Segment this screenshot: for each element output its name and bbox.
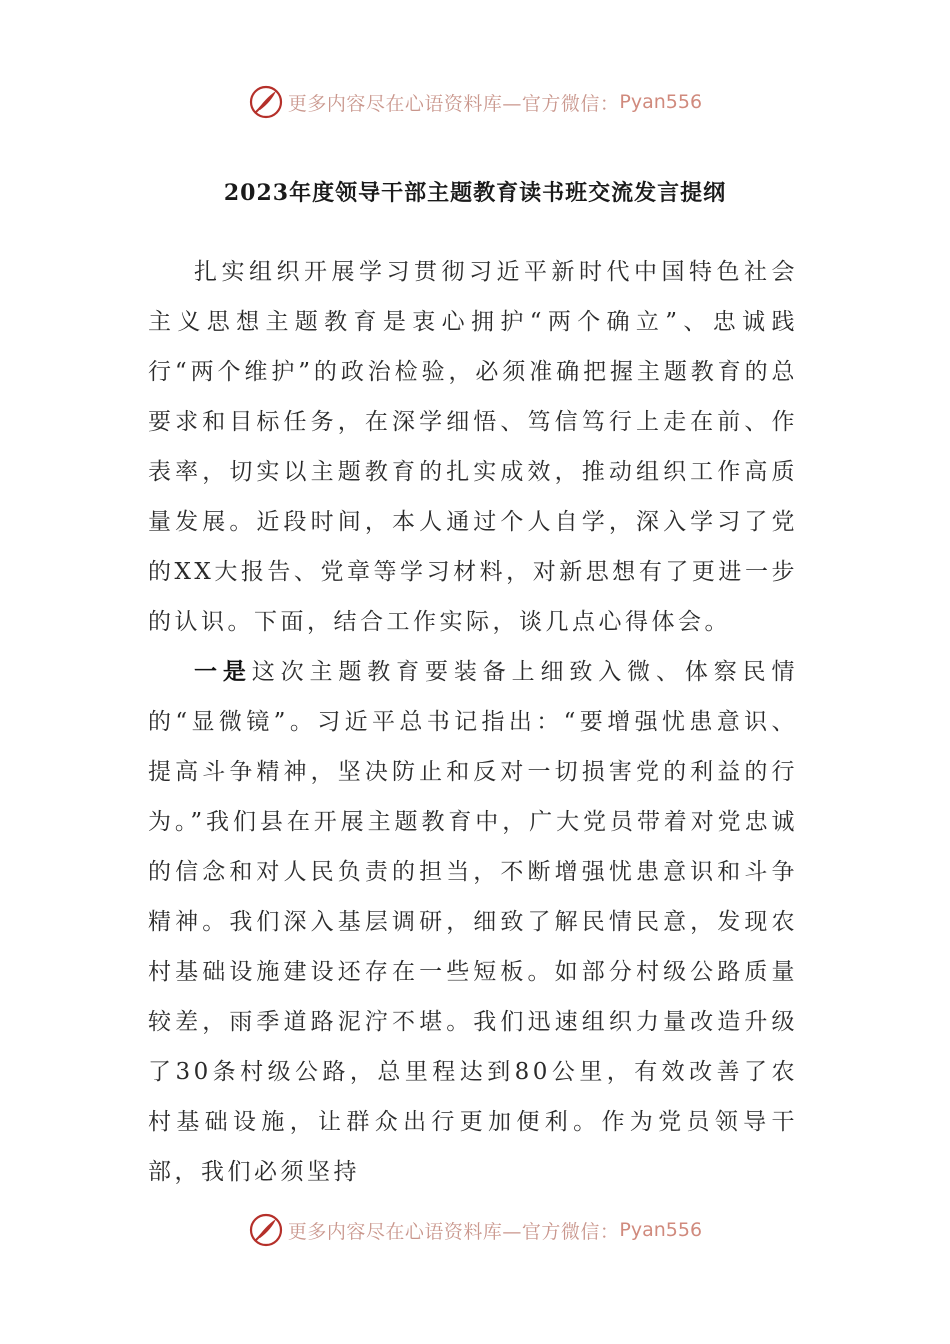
paragraph-lead: 一是: [194, 658, 252, 685]
document-title: 2023年度领导干部主题教育读书班交流发言提纲: [223, 180, 727, 206]
footer-banner-wechat-id: Pyan556: [619, 1219, 703, 1241]
header-banner-wechat-id: Pyan556: [619, 91, 703, 113]
paragraph-point-one: [148, 647, 798, 1197]
paragraph-intro: [148, 247, 798, 647]
quill-pen-logo-icon: [248, 84, 284, 120]
paragraph-text: 扎实组织开展学习贯彻习近平新时代中国特色社会主义思想主题教育是衷心拥护“两个确立”、忠诚践行“两个维护”的政治检验，必须准确把握主题教育的总要求和目标任务，在深学细悟、笃信笃行上走在前、作表率，切实以主题教育的扎实成效，推动组织工作高质量发展。近段时间，本人通过个人自学，深入学习了党的XX大报告、党章等学习材料，对新思想有了更进一步的认识。下面，结合工作实际，谈几点心得体会。: [148, 259, 798, 635]
footer-banner-text: 更多内容尽在心语资料库—官方微信：: [287, 1220, 620, 1243]
quill-pen-logo-icon: [248, 1212, 284, 1248]
header-banner-text: 更多内容尽在心语资料库—官方微信：: [287, 92, 620, 115]
document-body: [148, 247, 798, 1197]
header-banner: [0, 80, 950, 124]
paragraph-text: 这次主题教育要装备上细致入微、体察民情的“显微镜”。习近平总书记指出：“要增强忧患意识、提高斗争精神，坚决防止和反对一切损害党的利益的行为。”我们县在开展主题教育中，广大党员带着对党忠诚的信念和对人民负责的担当，不断增强忧患意识和斗争精神。我们深入基层调研，细致了解民情民意，发现农村基础设施建设还存在一些短板。如部分村级公路质量较差，雨季道路泥泞不堪。我们迅速组织力量改造升级了30条村级公路，总里程达到80公里，有效改善了农村基础设施，让群众出行更加便利。作为党员领导干部，我们必须坚持: [148, 659, 798, 1185]
footer-banner: [0, 1208, 950, 1252]
